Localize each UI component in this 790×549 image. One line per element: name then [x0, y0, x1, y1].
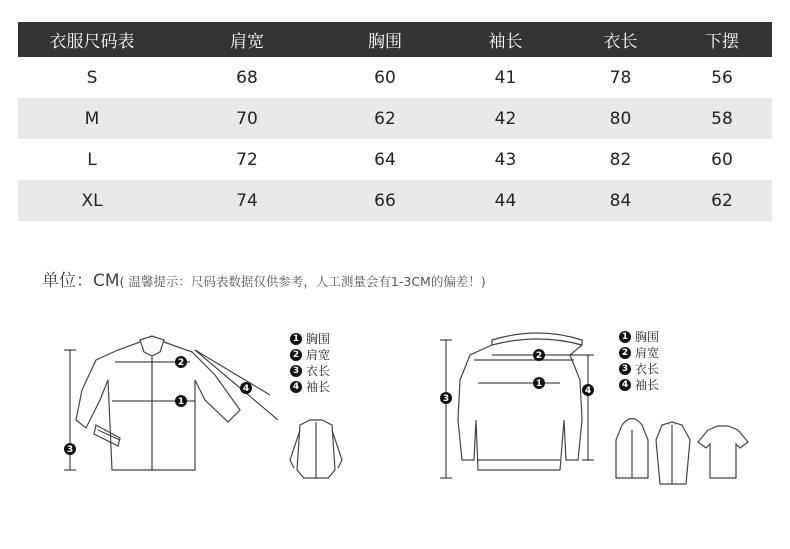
- header-cell-hem: 下摆: [705, 32, 739, 52]
- table-cell: 60: [711, 149, 733, 170]
- legend-item: [619, 377, 659, 393]
- table-cell: 80: [609, 108, 632, 129]
- legend-item: [619, 345, 659, 361]
- table-cell: L: [87, 149, 97, 170]
- table-cell: 74: [236, 190, 258, 211]
- unit-value: CM: [93, 271, 120, 291]
- table-cell: 56: [711, 67, 733, 88]
- marker-length: [64, 443, 76, 455]
- hoodie-thumbnail-illustration: [616, 419, 648, 479]
- svg-text:4: 4: [584, 386, 592, 396]
- legend-item: [619, 361, 659, 377]
- svg-text:1: 1: [177, 397, 185, 407]
- legend-label: 胸围: [306, 332, 331, 346]
- header-cell-length: 衣长: [603, 32, 638, 52]
- sweater-outline-illustration: [458, 333, 582, 470]
- cardigan-thumbnail-illustration: [656, 422, 690, 484]
- marker-chest: [175, 395, 187, 407]
- legend-label: 胸围: [635, 330, 660, 344]
- header-cell-chest: 胸围: [368, 32, 402, 52]
- number-badge: 2: [619, 347, 631, 359]
- number-badge: 2: [290, 349, 302, 361]
- number-badge: 1: [619, 331, 631, 343]
- table-cell: 62: [711, 190, 733, 211]
- legend-label: 袖长: [306, 380, 331, 394]
- table-cell: 41: [494, 67, 517, 88]
- legend-label: 肩宽: [635, 346, 660, 360]
- table-cell: 84: [609, 190, 632, 211]
- table-cell: 70: [236, 108, 258, 129]
- table-cell: M: [84, 108, 100, 129]
- legend-label: 肩宽: [306, 348, 331, 362]
- marker-chest: [533, 377, 545, 389]
- svg-text:3: 3: [66, 445, 74, 455]
- legend-label: 袖长: [635, 378, 660, 392]
- legend-item: [290, 363, 330, 379]
- tshirt-thumbnail-illustration: [698, 426, 748, 478]
- legend-right: [619, 329, 659, 393]
- measurement-hint: ( 温馨提示：尺码表数据仅供参考，人工测量会有1-3CM的偏差！): [119, 274, 486, 289]
- table-cell: S: [86, 67, 98, 88]
- legend-item: [290, 347, 330, 363]
- legend-label: 衣长: [635, 362, 660, 376]
- marker-shoulder: [533, 349, 545, 361]
- header-cell-shoulder: 肩宽: [230, 32, 264, 52]
- table-cell: 64: [374, 149, 396, 170]
- table-cell: XL: [81, 190, 103, 211]
- marker-shoulder: [175, 356, 187, 368]
- legend-item: [290, 379, 330, 395]
- header-cell-size-chart: 衣服尺码表: [49, 32, 135, 52]
- svg-text:2: 2: [535, 351, 543, 361]
- number-badge: 4: [290, 381, 302, 393]
- table-cell: 68: [236, 67, 258, 88]
- number-badge: 1: [290, 333, 302, 345]
- legend-item: [290, 331, 330, 347]
- jacket-thumbnail-illustration: [290, 420, 342, 478]
- table-cell: 58: [711, 108, 733, 129]
- table-cell: 78: [609, 67, 632, 88]
- svg-text:4: 4: [242, 384, 250, 394]
- legend-item: [619, 329, 659, 345]
- sleeve-measure-line: [195, 350, 278, 420]
- marker-length: [440, 392, 452, 404]
- legend-left: [290, 331, 330, 395]
- svg-text:2: 2: [177, 358, 185, 368]
- number-badge: 3: [290, 365, 302, 377]
- marker-sleeve: [240, 382, 252, 394]
- table-cell: 43: [494, 149, 517, 170]
- unit-label: 单位：: [42, 271, 93, 291]
- number-badge: 4: [619, 379, 631, 391]
- legend-label: 衣长: [306, 364, 331, 378]
- table-cell: 66: [374, 190, 396, 211]
- shirt-outline-illustration: [76, 336, 270, 470]
- table-cell: 62: [374, 108, 396, 129]
- table-cell: 44: [494, 190, 517, 211]
- table-cell: 72: [236, 149, 258, 170]
- table-cell: 82: [609, 149, 632, 170]
- number-badge: 3: [619, 363, 631, 375]
- table-cell: 60: [374, 67, 396, 88]
- header-cell-sleeve: 袖长: [488, 32, 523, 52]
- table-cell: 42: [494, 108, 517, 129]
- svg-text:1: 1: [535, 379, 543, 389]
- svg-text:3: 3: [442, 394, 450, 404]
- marker-sleeve: [582, 384, 594, 396]
